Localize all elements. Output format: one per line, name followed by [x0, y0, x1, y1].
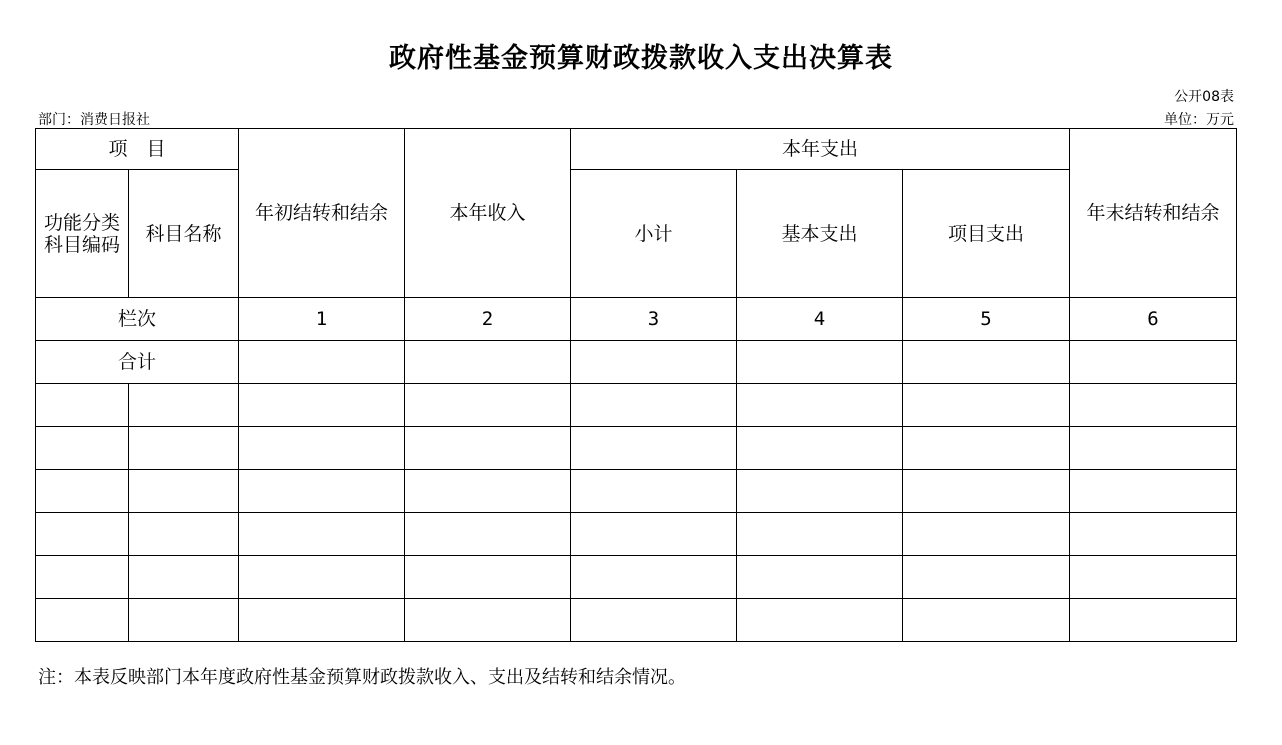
table-cell	[129, 556, 239, 599]
table-cell	[737, 427, 903, 470]
table-cell	[571, 556, 737, 599]
column-number-2: 2	[405, 298, 571, 341]
table-cell	[737, 384, 903, 427]
table-row	[36, 384, 1237, 427]
header-expenditure: 本年支出	[571, 129, 1070, 170]
table-row	[36, 427, 1237, 470]
column-number-1: 1	[239, 298, 405, 341]
table-cell	[1070, 513, 1237, 556]
table-cell	[405, 427, 571, 470]
table-row	[36, 513, 1237, 556]
table-cell	[129, 513, 239, 556]
table-cell	[1070, 470, 1237, 513]
page-title: 政府性基金预算财政拨款收入支出决算表	[389, 43, 893, 74]
header-subtotal: 小计	[571, 170, 737, 298]
header-item: 项 目	[36, 129, 239, 170]
column-number-5: 5	[903, 298, 1070, 341]
total-row	[36, 341, 1237, 384]
table-cell	[571, 427, 737, 470]
table-cell	[405, 470, 571, 513]
table-cell	[239, 513, 405, 556]
column-number-label: 栏次	[36, 298, 239, 341]
table-cell	[903, 384, 1070, 427]
table-cell	[903, 427, 1070, 470]
header-begin-balance: 年初结转和结余	[239, 129, 405, 298]
table-cell	[36, 384, 129, 427]
table-cell	[571, 384, 737, 427]
total-cell	[405, 341, 571, 384]
table-cell	[903, 599, 1070, 642]
table-cell	[129, 599, 239, 642]
table-cell	[239, 384, 405, 427]
table-cell	[737, 513, 903, 556]
table-cell	[571, 513, 737, 556]
column-number-6: 6	[1070, 298, 1237, 341]
table-cell	[239, 427, 405, 470]
header-basic: 基本支出	[737, 170, 903, 298]
table-cell	[737, 470, 903, 513]
department-label: 部门：消费日报社	[38, 112, 150, 128]
header-subject-name: 科目名称	[129, 170, 239, 298]
header-project: 项目支出	[903, 170, 1070, 298]
total-cell	[903, 341, 1070, 384]
table-cell	[239, 556, 405, 599]
table-cell	[903, 556, 1070, 599]
header-income: 本年收入	[405, 129, 571, 298]
table-row	[36, 556, 1237, 599]
table-row	[36, 599, 1237, 642]
table-cell	[903, 470, 1070, 513]
table-cell	[36, 556, 129, 599]
column-number-row	[36, 298, 1237, 341]
header-row-1	[36, 129, 1237, 170]
report-table	[35, 128, 1237, 642]
table-cell	[405, 513, 571, 556]
table-cell	[1070, 599, 1237, 642]
total-cell	[239, 341, 405, 384]
table-cell	[405, 599, 571, 642]
table-cell	[1070, 556, 1237, 599]
table-cell	[36, 513, 129, 556]
table-cell	[405, 556, 571, 599]
table-cell	[129, 427, 239, 470]
table-cell	[903, 513, 1070, 556]
header-row-2	[36, 170, 1237, 298]
table-cell	[405, 384, 571, 427]
column-number-4: 4	[737, 298, 903, 341]
column-number-3: 3	[571, 298, 737, 341]
form-code: 公开08表	[1174, 89, 1234, 105]
table-cell	[36, 599, 129, 642]
table-cell	[36, 470, 129, 513]
total-cell	[571, 341, 737, 384]
table-cell	[737, 556, 903, 599]
unit-label: 单位：万元	[1164, 112, 1234, 128]
footnote: 注：本表反映部门本年度政府性基金预算财政拨款收入、支出及结转和结余情况。	[38, 667, 686, 688]
table-cell	[1070, 427, 1237, 470]
table-cell	[129, 470, 239, 513]
total-cell	[737, 341, 903, 384]
total-label: 合计	[36, 341, 239, 384]
table-cell	[737, 599, 903, 642]
table-cell	[239, 470, 405, 513]
table-cell	[571, 599, 737, 642]
header-function-code: 功能分类科目编码	[36, 170, 129, 298]
table-cell	[239, 599, 405, 642]
table-row	[36, 470, 1237, 513]
table-cell	[129, 384, 239, 427]
header-end-balance: 年末结转和结余	[1070, 129, 1237, 298]
total-cell	[1070, 341, 1237, 384]
table-cell	[571, 470, 737, 513]
table-cell	[1070, 384, 1237, 427]
table-cell	[36, 427, 129, 470]
